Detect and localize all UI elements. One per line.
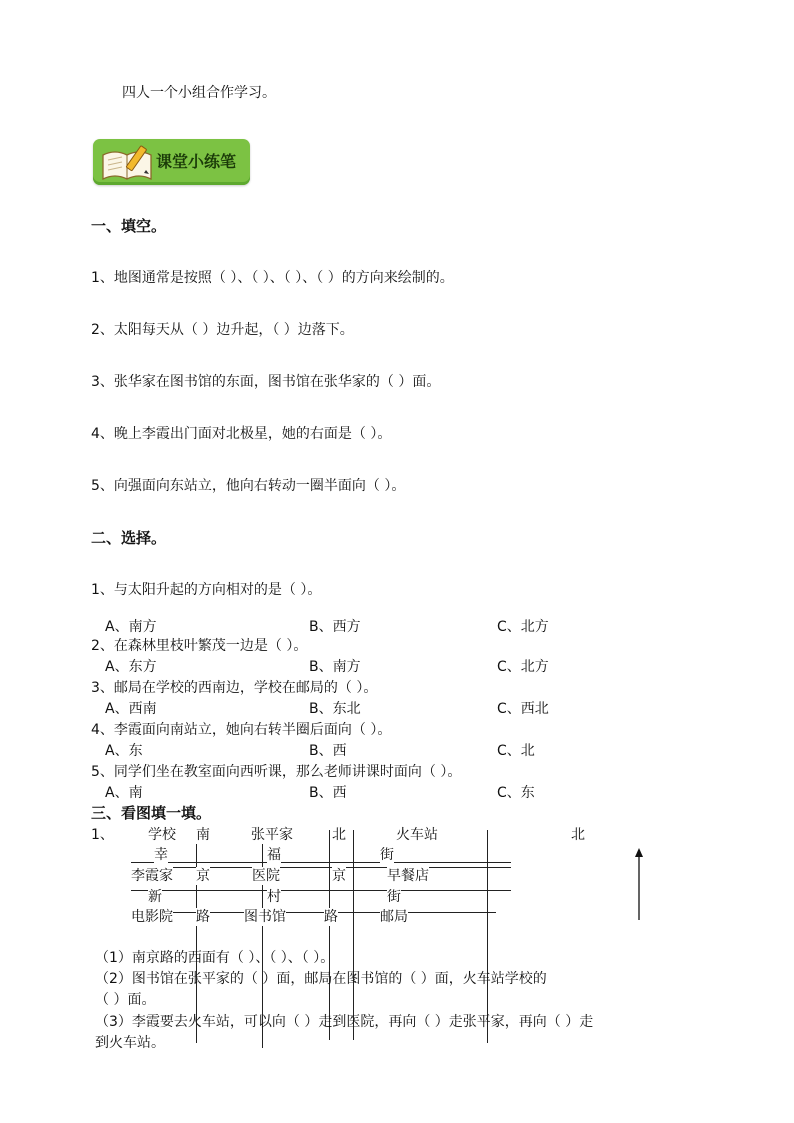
choice-question: 4、李霞面向南站立，她向右转半圈后面向（ ）。 [91,722,392,738]
map-label: 福 [267,847,281,863]
map-question-continued: （ ）面。 [95,992,156,1008]
fill-item: 4、晚上李霞出门面对北极星，她的右面是（ ）。 [91,426,392,442]
choice-option-c: C、北 [497,743,535,759]
map-label: 路 [196,909,210,925]
map-label: 路 [324,909,338,925]
map-label: 早餐店 [387,868,429,884]
choice-option-b: B、西方 [309,619,361,635]
street-line [131,912,496,913]
map-label: 京 [332,868,346,884]
street-line [196,830,197,1043]
section1-heading: 一、填空。 [91,217,167,235]
street-line [131,862,511,863]
map-label: 火车站 [396,827,438,843]
map-label: 南 [196,827,210,843]
map-question: （1）南京路的西面有（ ）、（ ）、（ ）。 [95,950,335,966]
choice-option-b: B、西 [309,743,347,759]
map-label: 图书馆 [244,909,286,925]
choice-option-c: C、西北 [497,701,549,717]
choice-option-c: C、北方 [497,619,549,635]
north-label: 北 [571,827,585,843]
choice-question: 5、同学们坐在教室面向西听课，那么老师讲课时面向（ ）。 [91,764,462,780]
map-question: （2）图书馆在张平家的（ ）面，邮局在图书馆的（ ）面，火车站学校的 [95,971,547,987]
map-label: 李霞家 [131,868,173,884]
street-line [131,867,511,868]
banner [93,139,250,185]
choice-option-b: B、西 [309,785,347,801]
map-label: 学校 [148,827,176,843]
street-line [131,890,511,891]
map-label: 医院 [252,868,280,884]
choice-option-a: A、西南 [105,701,157,717]
section3-number: 1、 [91,827,114,843]
map-label: 街 [387,889,401,905]
fill-item: 1、地图通常是按照（ ）、（ ）、（ ）、（ ）的方向来绘制的。 [91,270,454,286]
choice-option-c: C、东 [497,785,535,801]
map-question-continued: 到火车站。 [95,1035,165,1051]
section2-heading: 二、选择。 [91,529,167,547]
choice-option-c: C、北方 [497,659,549,675]
map-question: （3）李霞要去火车站，可以向（ ）走到医院，再向（ ）走张平家，再向（ ）走 [95,1014,594,1030]
choice-option-a: A、东 [105,743,143,759]
choice-question: 1、与太阳升起的方向相对的是（ ）。 [91,582,322,598]
map-label: 邮局 [380,909,408,925]
map-label: 张平家 [251,827,293,843]
north-arrow-icon [632,848,646,922]
choice-option-b: B、南方 [309,659,361,675]
choice-option-a: A、南 [105,785,143,801]
choice-option-a: A、东方 [105,659,157,675]
choice-option-b: B、东北 [309,701,361,717]
map-label: 村 [267,889,281,905]
street-line [353,830,354,1040]
choice-question: 2、在森林里枝叶繁茂一边是（ ）。 [91,638,308,654]
intro-text: 四人一个小组合作学习。 [122,85,276,101]
map-label: 电影院 [131,909,173,925]
map-label: 新 [148,889,162,905]
section3-heading: 三、看图填一填。 [91,804,212,822]
choice-option-a: A、南方 [105,619,157,635]
street-line [329,830,330,1040]
fill-item: 3、张华家在图书馆的东面，图书馆在张华家的（ ）面。 [91,374,441,390]
map-label: 幸 [154,847,168,863]
map-label: 京 [196,868,210,884]
map-label: 北 [332,827,346,843]
map-label: 街 [380,847,394,863]
choice-question: 3、邮局在学校的西南边，学校在邮局的（ ）。 [91,680,378,696]
banner-title: 课堂小练笔 [156,152,237,171]
street-line [487,830,488,1043]
fill-item: 5、向强面向东站立，他向右转动一圈半面向（ ）。 [91,478,406,494]
fill-item: 2、太阳每天从（ ）边升起，（ ）边落下。 [91,322,354,338]
book-pencil-icon [99,143,155,183]
